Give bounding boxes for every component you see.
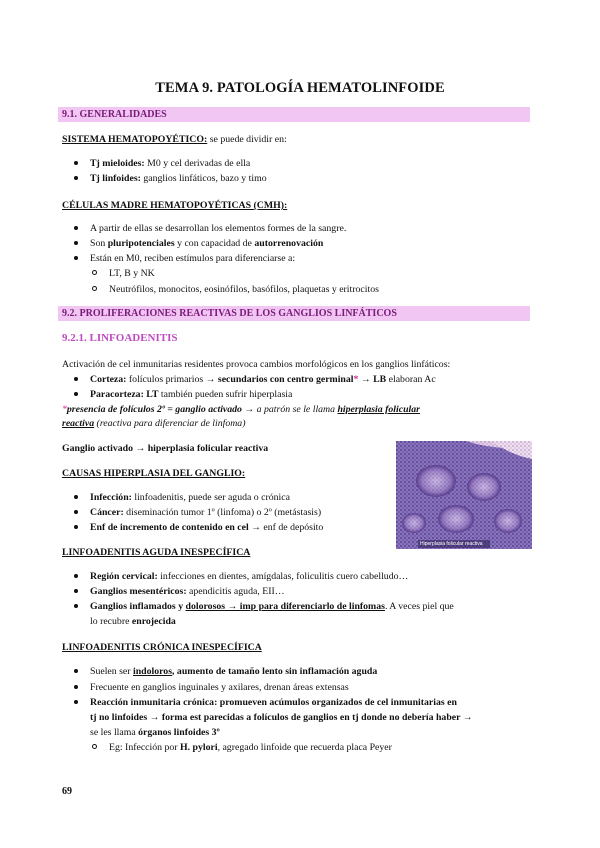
list-item-continuation: se les llama órganos linfoides 3º (90, 727, 220, 738)
bullet-icon (74, 525, 78, 529)
bullet-icon (74, 574, 78, 578)
note-line-1: *presencia de folículos 2º = ganglio activado → a patrón se le llama hiperplasia folicular (62, 404, 420, 415)
list-item: Ganglios inflamados y dolorosos → imp para diferenciarlo de linfomas. A veces piel que (74, 600, 454, 614)
bullet-icon (74, 495, 78, 499)
section-heading-9-2: 9.2. PROLIFERACIONES REACTIVAS DE LOS GANGLIOS LINFÁTICOS (58, 306, 530, 321)
bullet-icon (74, 510, 78, 514)
intro-text: Activación de cel inmunitarias residentes provoca cambios morfológicos en los ganglios linfáticos: (62, 359, 451, 370)
sub-list-item: Eg: Infección por H. pylori, agregado linfoide que recuerda placa Peyer (92, 741, 392, 755)
list-item: Tj linfoides: ganglios linfáticos, bazo y timo (74, 172, 267, 186)
cronica-label: LINFOADENITIS CRÓNICA INESPECÍFICA (62, 642, 262, 653)
section-heading-9-1: 9.1. GENERALIDADES (58, 107, 530, 122)
bullet-icon (74, 685, 78, 689)
list-item: Región cervical: infecciones en dientes, amígdalas, foliculitis cuero cabelludo… (74, 570, 408, 584)
histology-illustration (396, 441, 532, 549)
list-item: Enf de incremento de contenido en cel → enf de depósito (74, 521, 323, 535)
list-item: Corteza: folículos primarios → secundarios con centro germinal* → LB elaboran Ac (74, 373, 436, 387)
list-item: Cáncer: diseminación tumor 1º (linfoma) o 2º (metástasis) (74, 506, 321, 520)
shp-line (62, 133, 287, 147)
aguda-label: LINFOADENITIS AGUDA INESPECÍFICA (62, 547, 251, 558)
list-item: Están en M0, reciben estímulos para diferenciarse a: (74, 252, 295, 266)
circle-bullet-icon (92, 270, 97, 275)
bullet-icon (74, 604, 78, 608)
list-item: A partir de ellas se desarrollan los elementos formes de la sangre. (74, 222, 346, 236)
list-item: Suelen ser indoloros, aumento de tamaño lento sin inflamación aguda (74, 665, 377, 679)
circle-bullet-icon (92, 286, 97, 291)
bullet-icon (74, 700, 78, 704)
list-item: Paracorteza: LT también pueden sufrir hiperplasia (74, 388, 292, 402)
list-item: Ganglios mesentéricos: apendicitis aguda, EII… (74, 585, 285, 599)
list-item-continuation: tj no linfoides → forma est parecidas a folículos de ganglios en tj donde no debería haber → (90, 712, 473, 723)
causas-label: CAUSAS HIPERPLASIA DEL GANGLIO: (62, 468, 246, 479)
shp-rest: se puede dividir en: (207, 134, 287, 145)
page-number: 69 (62, 786, 72, 797)
bullet-icon (74, 669, 78, 673)
bullet-icon (74, 161, 78, 165)
list-item-continuation: lo recubre enrojecida (90, 616, 176, 627)
list-item: Reacción inmunitaria crónica: promueven acúmulos organizados de cel inmunitarias en (74, 696, 457, 710)
cmh-label: CÉLULAS MADRE HEMATOPOYÉTICAS (CMH): (62, 200, 288, 211)
list-item: Frecuente en ganglios inguinales y axilares, drenan áreas extensas (74, 681, 349, 695)
list-item: Infección: linfoadenitis, puede ser aguda o crónica (74, 491, 290, 505)
list-item: Tj mieloides: M0 y cel derivadas de ella (74, 157, 250, 171)
histology-image (396, 441, 532, 549)
ganglio-line: Ganglio activado → hiperplasia folicular reactiva (62, 443, 269, 454)
bullet-icon (74, 589, 78, 593)
bullet-icon (74, 377, 78, 381)
sub-list-item: LT, B y NK (92, 267, 155, 281)
bullet-icon (74, 241, 78, 245)
list-item: Son pluripotenciales y con capacidad de autorrenovación (74, 237, 323, 251)
image-caption: Hiperplasia folicular reactiva (420, 541, 483, 547)
bullet-icon (74, 392, 78, 396)
circle-bullet-icon (92, 744, 97, 749)
sub-list-item: Neutrófilos, monocitos, eosinófilos, basófilos, plaquetas y eritrocitos (92, 283, 379, 297)
bullet-icon (74, 226, 78, 230)
bullet-icon (74, 176, 78, 180)
note-line-2: reactiva (reactiva para diferenciar de linfoma) (62, 418, 246, 429)
subsection-heading: 9.2.1. LINFOADENITIS (62, 332, 178, 344)
bullet-icon (74, 256, 78, 260)
shp-label: SISTEMA HEMATOPOYÉTICO: (62, 134, 208, 145)
page-title: TEMA 9. PATOLOGÍA HEMATOLINFOIDE (155, 80, 445, 96)
